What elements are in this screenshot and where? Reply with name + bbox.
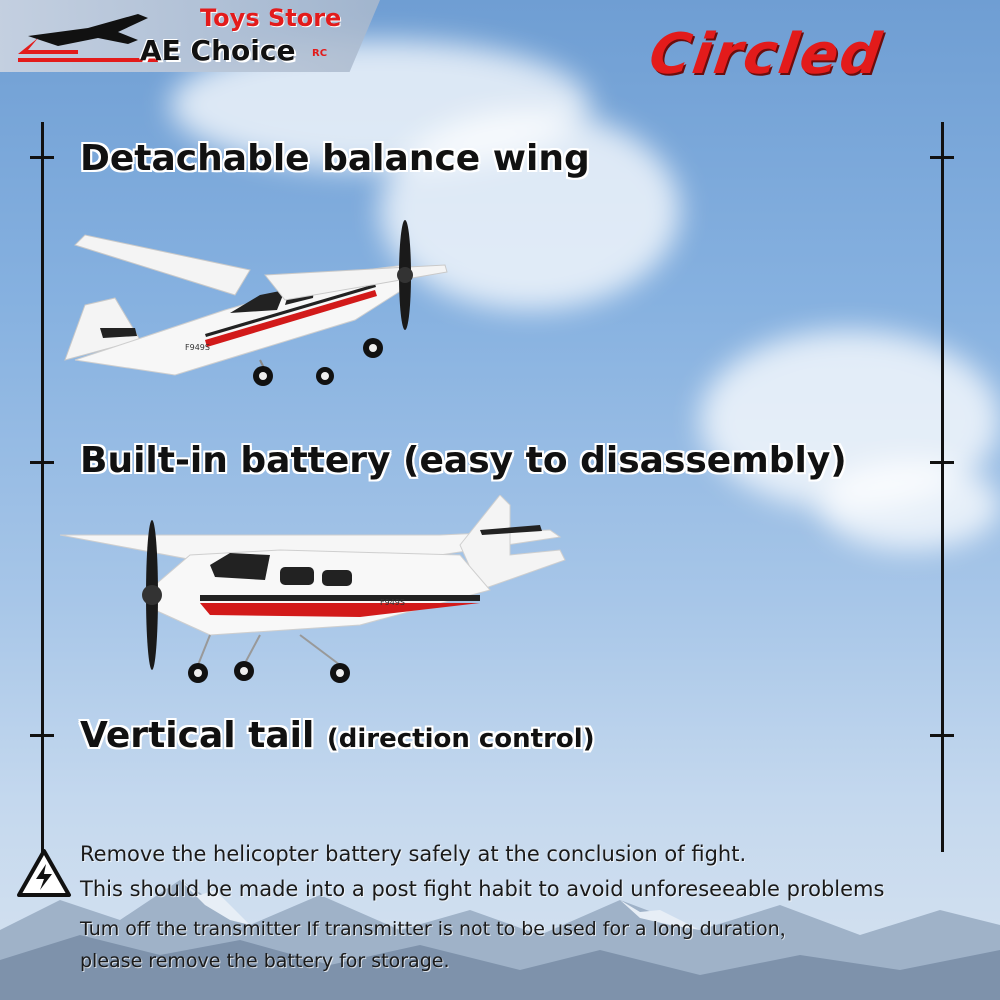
product-tag: Circled <box>645 22 887 87</box>
brand-suffix: RC <box>312 48 328 59</box>
ruler-tick <box>930 461 954 464</box>
feature-heading-tail <box>80 715 595 756</box>
warning-line: please remove the battery for storage. <box>80 950 450 972</box>
right-ruler <box>941 122 944 852</box>
warning-line: Remove the helicopter battery safely at the conclusion of fight. <box>80 842 747 866</box>
feature-heading-tail-title: Vertical tail <box>80 715 315 756</box>
ruler-tick <box>930 156 954 159</box>
cloud <box>820 460 1000 550</box>
ruler-tick <box>930 734 954 737</box>
rc-plane-image-top <box>55 210 455 390</box>
warning-line: Tum off the transmitter If transmitter is not to be used for a long duration， <box>80 918 799 940</box>
plane-logo-icon <box>18 6 158 66</box>
aircraft-label: F949S <box>380 598 405 607</box>
left-ruler <box>41 122 44 852</box>
ruler-tick <box>30 156 54 159</box>
store-name: Toys Store <box>200 4 342 32</box>
feature-heading-battery: Built-in battery (easy to disassembly) <box>80 440 847 481</box>
feature-heading-wing: Detachable balance wing <box>80 138 590 179</box>
warning-line: This should be made into a post fight habit to avoid unforeseeable problems <box>80 877 885 901</box>
aircraft-label: F949S <box>185 343 210 352</box>
feature-heading-tail-subtitle: (direction control) <box>326 724 595 754</box>
rc-plane-image-bottom <box>60 495 580 695</box>
high-voltage-warning-icon <box>16 848 72 898</box>
ruler-tick <box>30 734 54 737</box>
ruler-tick <box>30 461 54 464</box>
brand-name: AE Choice <box>140 34 296 67</box>
